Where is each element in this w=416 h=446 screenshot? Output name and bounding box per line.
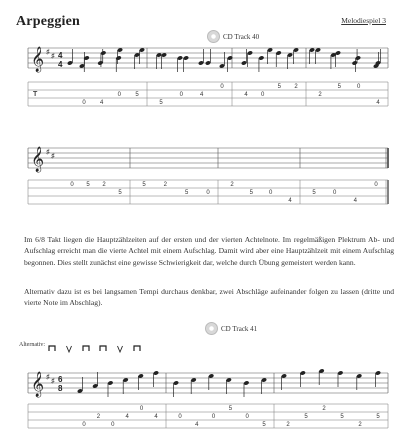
tab-fret-number: 0 <box>206 190 210 196</box>
tab-fret-number: 2 <box>102 182 106 188</box>
tab-fret-number: 5 <box>312 190 316 196</box>
tab-fret-number: 0 <box>82 100 86 106</box>
tab-fret-number: 5 <box>304 414 308 420</box>
tab-fret-number: 0 <box>139 406 144 412</box>
alternative-label: Alternativ: <box>19 342 45 348</box>
tab-fret-number: 0 <box>70 182 74 188</box>
tab-fret-number: 5 <box>277 84 282 90</box>
tab-fret-number: 5 <box>228 406 233 412</box>
tab-fret-number: 5 <box>340 414 344 420</box>
tab-fret-number: 2 <box>318 92 322 98</box>
tab-fret-number: 0 <box>260 92 265 98</box>
tab-fret-number: 5 <box>142 182 146 188</box>
cd-track-label: CD Track 40 <box>223 32 260 41</box>
tab-numbers-system-1 <box>82 84 380 106</box>
tab-fret-number: 0 <box>220 84 224 90</box>
key-sharp-icon: ♯ <box>51 378 55 385</box>
tab-label: T <box>33 91 38 98</box>
upstroke-icon <box>67 346 72 352</box>
tab-fret-number: 0 <box>356 84 361 90</box>
tab-fret-number: 4 <box>125 414 129 420</box>
tab-fret-number: 0 <box>211 414 216 420</box>
tab-fret-number: 4 <box>376 100 380 106</box>
upstroke-icon <box>118 346 123 352</box>
tab-fret-number: 0 <box>245 414 249 420</box>
tab-fret-number: 4 <box>353 198 358 204</box>
tab-fret-number: 5 <box>262 422 266 428</box>
tab-fret-number: 2 <box>96 414 101 420</box>
tab-fret-number: 5 <box>249 190 254 196</box>
page-title: Arpeggien <box>16 14 81 29</box>
tab-fret-number: 2 <box>286 422 290 428</box>
tab-fret-number: 4 <box>244 92 248 98</box>
treble-clef-icon: 𝄞 <box>31 46 45 71</box>
cd-track-label: CD Track 41 <box>221 324 258 333</box>
treble-clef-icon: 𝄞 <box>31 146 45 171</box>
tab-fret-number: 5 <box>86 182 90 188</box>
tab-fret-number: 5 <box>118 190 122 196</box>
time-signature-top: 4 <box>58 51 63 60</box>
cd-disc-icon <box>205 322 218 335</box>
tab-fret-number: 0 <box>268 190 273 196</box>
tab-fret-number: 4 <box>99 100 104 106</box>
section-label: Melodiespiel 3 <box>341 16 386 25</box>
tab-fret-number: 2 <box>322 406 326 412</box>
tab-numbers-system-3 <box>82 406 380 428</box>
tab-fret-number: 4 <box>154 414 158 420</box>
time-signature-top: 6 <box>58 375 63 384</box>
tab-fret-number: 0 <box>111 422 115 428</box>
cd-track-marker <box>205 322 257 335</box>
tab-fret-number: 0 <box>374 182 378 188</box>
staff-2 <box>28 148 388 168</box>
downstroke-icon <box>83 346 89 351</box>
tab-fret-number: 0 <box>332 190 337 196</box>
key-sharp-icon: ♯ <box>46 49 50 56</box>
tab-fret-number: 5 <box>135 92 139 98</box>
tab-fret-number: 5 <box>159 100 163 106</box>
tab-fret-number: 0 <box>178 414 182 420</box>
tab-fret-number: 4 <box>288 198 292 204</box>
tab-fret-number: 0 <box>117 92 122 98</box>
downstroke-icon <box>100 346 106 351</box>
key-sharp-icon: ♯ <box>46 149 50 156</box>
paragraph-1: Im 6/8 Takt liegen die Hauptzählzeiten auf der ersten und der vierten Achtelnote. Im regelmäßigen Plektrum Ab- und Aufschlag erreicht man die vierte Achtel mit einem Aufschlag. Damit wird aber eine Hauptzählzeit mit einem Aufschlag begonnen. Dies stellt zunächst eine gewisse Schwierigkeit dar, welche durch Übung gemeistert werden kann. <box>24 235 394 267</box>
tab-fret-number: 5 <box>337 84 342 90</box>
tab-fret-number: 4 <box>199 92 204 98</box>
treble-clef-icon: 𝄞 <box>31 371 45 396</box>
paragraph-2: Alternativ dazu ist es bei langsamen Tempi durchaus denkbar, zwei Abschläge aufeinander folgen zu lassen (dritte und vierte Note im Abschlag). <box>24 287 394 308</box>
time-signature-bottom: 4 <box>58 60 63 69</box>
tab-fret-number: 5 <box>184 190 189 196</box>
tab-fret-number: 2 <box>163 182 168 188</box>
tab-fret-number: 5 <box>376 414 380 420</box>
tab-fret-number: 4 <box>195 422 199 428</box>
tab-fret-number: 2 <box>294 84 298 90</box>
key-sharp-icon: ♯ <box>51 153 55 160</box>
tab-fret-number: 0 <box>82 422 86 428</box>
key-sharp-icon: ♯ <box>46 374 50 381</box>
tab-fret-number: 2 <box>358 422 362 428</box>
notes-system-3 <box>77 368 381 397</box>
tab-fret-number: 0 <box>179 92 184 98</box>
downstroke-icon <box>134 346 140 351</box>
pick-stroke-marks <box>49 346 140 352</box>
key-sharp-icon: ♯ <box>51 53 55 60</box>
tab-fret-number: 2 <box>230 182 234 188</box>
downstroke-icon <box>49 346 55 351</box>
time-signature-bottom: 8 <box>58 384 63 393</box>
tab-numbers-system-2 <box>70 182 378 204</box>
